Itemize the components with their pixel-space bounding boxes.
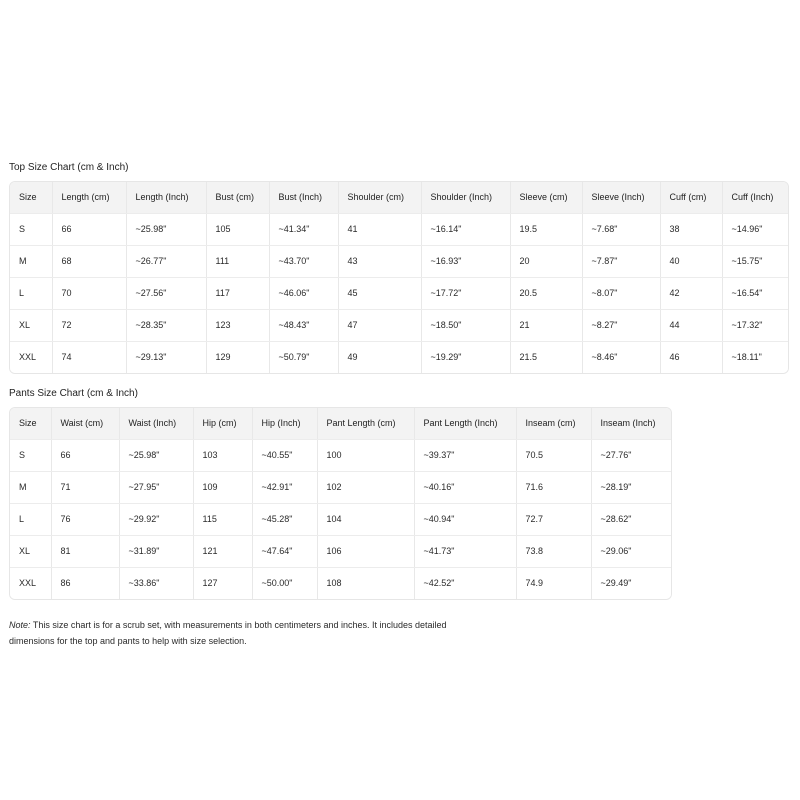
table-cell: 102 — [317, 471, 414, 503]
table-cell: ~17.72" — [421, 277, 510, 309]
header-row — [10, 182, 788, 213]
table-cell: 100 — [317, 439, 414, 471]
table-cell: ~50.00" — [252, 567, 317, 599]
table-cell: ~17.32" — [722, 309, 788, 341]
table-cell: ~33.86" — [119, 567, 193, 599]
table-cell: ~18.11" — [722, 341, 788, 373]
column-header-length-inch: Length (Inch) — [126, 182, 206, 213]
table-row — [10, 439, 671, 471]
table-cell: ~18.50" — [421, 309, 510, 341]
table-cell: ~45.28" — [252, 503, 317, 535]
table-cell: ~31.89" — [119, 535, 193, 567]
table-cell: 47 — [338, 309, 421, 341]
top-table-header — [10, 182, 788, 213]
pants-table-body — [10, 439, 671, 599]
table-cell: ~40.55" — [252, 439, 317, 471]
table-row — [10, 567, 671, 599]
table-cell: ~16.54" — [722, 277, 788, 309]
table-cell: ~29.49" — [591, 567, 671, 599]
table-cell: ~27.95" — [119, 471, 193, 503]
table-cell: ~7.87" — [582, 245, 660, 277]
table-row — [10, 309, 788, 341]
table-cell: 43 — [338, 245, 421, 277]
table-cell: 108 — [317, 567, 414, 599]
table-cell: ~29.92" — [119, 503, 193, 535]
table-cell: 72.7 — [516, 503, 591, 535]
top-size-table — [10, 182, 788, 373]
size-cell: S — [10, 439, 51, 471]
table-cell: ~29.06" — [591, 535, 671, 567]
table-cell: ~28.35" — [126, 309, 206, 341]
header-row — [10, 408, 671, 439]
table-cell: 71.6 — [516, 471, 591, 503]
table-cell: 129 — [206, 341, 269, 373]
table-row — [10, 535, 671, 567]
pants-table-header — [10, 408, 671, 439]
table-cell: ~27.76" — [591, 439, 671, 471]
table-cell: 42 — [660, 277, 722, 309]
column-header-pant-length-inch: Pant Length (Inch) — [414, 408, 516, 439]
column-header-inseam-cm: Inseam (cm) — [516, 408, 591, 439]
table-cell: 38 — [660, 213, 722, 245]
table-cell: ~40.94" — [414, 503, 516, 535]
table-cell: 115 — [193, 503, 252, 535]
column-header-waist-inch: Waist (Inch) — [119, 408, 193, 439]
table-row — [10, 503, 671, 535]
column-header-bust-cm: Bust (cm) — [206, 182, 269, 213]
table-cell: 72 — [52, 309, 126, 341]
table-cell: ~16.14" — [421, 213, 510, 245]
table-cell: ~41.73" — [414, 535, 516, 567]
table-cell: 109 — [193, 471, 252, 503]
table-cell: ~25.98" — [119, 439, 193, 471]
top-table-body — [10, 213, 788, 373]
table-cell: 76 — [51, 503, 119, 535]
table-cell: ~28.19" — [591, 471, 671, 503]
table-row — [10, 213, 788, 245]
table-cell: 40 — [660, 245, 722, 277]
table-cell: 45 — [338, 277, 421, 309]
column-header-size: Size — [10, 182, 52, 213]
table-cell: 46 — [660, 341, 722, 373]
size-cell: L — [10, 277, 52, 309]
table-cell: 71 — [51, 471, 119, 503]
column-header-inseam-inch: Inseam (Inch) — [591, 408, 671, 439]
column-header-length-cm: Length (cm) — [52, 182, 126, 213]
pants-size-table — [10, 408, 671, 599]
table-cell: 127 — [193, 567, 252, 599]
table-cell: ~48.43" — [269, 309, 338, 341]
column-header-waist-cm: Waist (cm) — [51, 408, 119, 439]
table-cell: ~26.77" — [126, 245, 206, 277]
size-cell: S — [10, 213, 52, 245]
table-row — [10, 277, 788, 309]
table-cell: 20 — [510, 245, 582, 277]
table-cell: 123 — [206, 309, 269, 341]
note-label: Note: — [9, 620, 31, 630]
size-cell: XXL — [10, 567, 51, 599]
table-cell: 68 — [52, 245, 126, 277]
table-cell: 74.9 — [516, 567, 591, 599]
column-header-cuff-inch: Cuff (Inch) — [722, 182, 788, 213]
table-cell: 117 — [206, 277, 269, 309]
top-size-table-container — [9, 181, 789, 374]
table-cell: 41 — [338, 213, 421, 245]
table-cell: 19.5 — [510, 213, 582, 245]
table-cell: ~15.75" — [722, 245, 788, 277]
table-cell: ~39.37" — [414, 439, 516, 471]
size-cell: XL — [10, 535, 51, 567]
table-cell: 20.5 — [510, 277, 582, 309]
column-header-bust-inch: Bust (Inch) — [269, 182, 338, 213]
pants-size-chart-title: Pants Size Chart (cm & Inch) — [9, 388, 138, 399]
column-header-sleeve-inch: Sleeve (Inch) — [582, 182, 660, 213]
top-size-chart-title: Top Size Chart (cm & Inch) — [9, 162, 129, 173]
column-header-hip-cm: Hip (cm) — [193, 408, 252, 439]
table-cell: 81 — [51, 535, 119, 567]
table-cell: 66 — [52, 213, 126, 245]
column-header-pant-length-cm: Pant Length (cm) — [317, 408, 414, 439]
table-cell: 103 — [193, 439, 252, 471]
table-row — [10, 245, 788, 277]
table-cell: 73.8 — [516, 535, 591, 567]
table-cell: ~47.64" — [252, 535, 317, 567]
table-cell: ~40.16" — [414, 471, 516, 503]
table-cell: ~42.91" — [252, 471, 317, 503]
table-cell: 111 — [206, 245, 269, 277]
table-row — [10, 471, 671, 503]
table-cell: ~19.29" — [421, 341, 510, 373]
table-cell: ~46.06" — [269, 277, 338, 309]
column-header-size: Size — [10, 408, 51, 439]
table-cell: ~43.70" — [269, 245, 338, 277]
size-cell: XL — [10, 309, 52, 341]
table-cell: 21 — [510, 309, 582, 341]
table-cell: ~16.93" — [421, 245, 510, 277]
table-cell: 70 — [52, 277, 126, 309]
column-header-cuff-cm: Cuff (cm) — [660, 182, 722, 213]
size-cell: M — [10, 471, 51, 503]
size-chart-note — [9, 617, 489, 649]
table-cell: ~27.56" — [126, 277, 206, 309]
table-row — [10, 341, 788, 373]
size-cell: M — [10, 245, 52, 277]
table-cell: ~28.62" — [591, 503, 671, 535]
table-cell: ~7.68" — [582, 213, 660, 245]
table-cell: 105 — [206, 213, 269, 245]
column-header-shoulder-cm: Shoulder (cm) — [338, 182, 421, 213]
table-cell: ~8.07" — [582, 277, 660, 309]
table-cell: 21.5 — [510, 341, 582, 373]
table-cell: ~8.46" — [582, 341, 660, 373]
table-cell: 86 — [51, 567, 119, 599]
table-cell: 106 — [317, 535, 414, 567]
table-cell: ~14.96" — [722, 213, 788, 245]
table-cell: 66 — [51, 439, 119, 471]
table-cell: ~8.27" — [582, 309, 660, 341]
table-cell: 70.5 — [516, 439, 591, 471]
column-header-shoulder-inch: Shoulder (Inch) — [421, 182, 510, 213]
table-cell: 104 — [317, 503, 414, 535]
column-header-hip-inch: Hip (Inch) — [252, 408, 317, 439]
size-cell: L — [10, 503, 51, 535]
table-cell: ~29.13" — [126, 341, 206, 373]
table-cell: 44 — [660, 309, 722, 341]
table-cell: ~41.34" — [269, 213, 338, 245]
size-cell: XXL — [10, 341, 52, 373]
pants-size-table-container — [9, 407, 672, 600]
table-cell: 121 — [193, 535, 252, 567]
table-cell: ~25.98" — [126, 213, 206, 245]
column-header-sleeve-cm: Sleeve (cm) — [510, 182, 582, 213]
table-cell: 49 — [338, 341, 421, 373]
table-cell: 74 — [52, 341, 126, 373]
table-cell: ~50.79" — [269, 341, 338, 373]
note-text: This size chart is for a scrub set, with measurements in both centimeters and inches. It includes detailed dimensions for the top and pants to help with size selection. — [9, 620, 447, 646]
table-cell: ~42.52" — [414, 567, 516, 599]
